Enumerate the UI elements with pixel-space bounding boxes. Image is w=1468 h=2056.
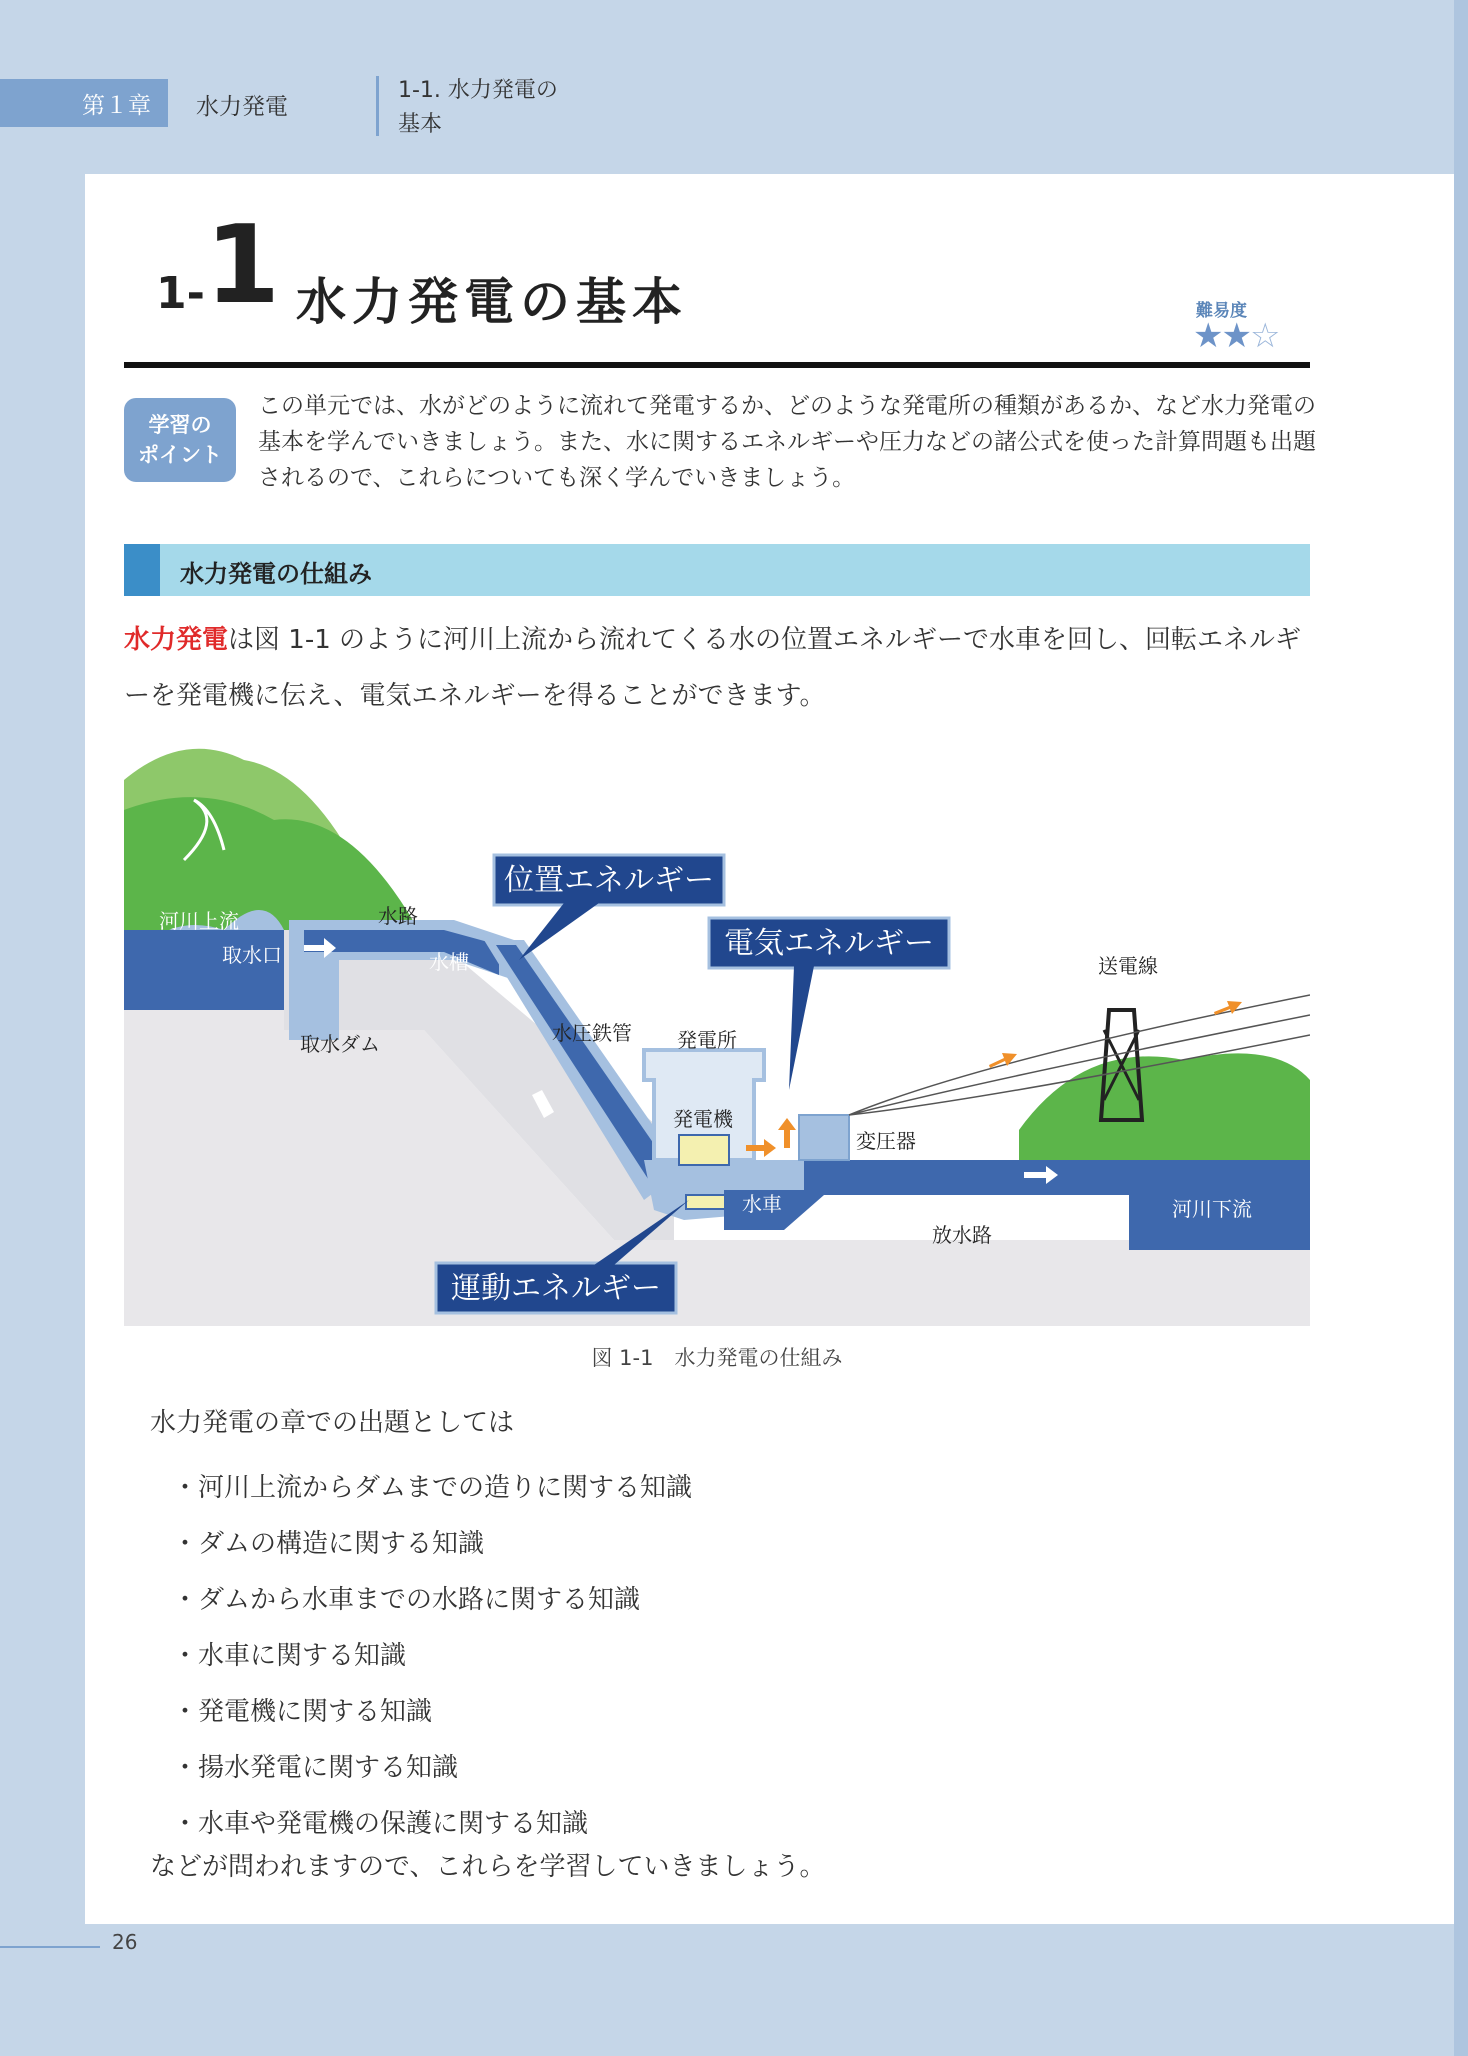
label-tailrace: 放水路 — [932, 1223, 992, 1247]
section-breadcrumb-line1: 1-1. 水力発電の — [398, 78, 558, 103]
difficulty-stars — [1193, 316, 1278, 356]
star-filled-icon: ★ — [1221, 316, 1250, 356]
turbine — [686, 1195, 726, 1209]
label-transmission: 送電線 — [1098, 954, 1158, 978]
list-item: ・発電機に関する知識 — [172, 1697, 433, 1727]
learning-point-text: この単元では、水がどのように流れて発電するか、どのような発電所の種類があるか、など水力発電の基本を学んでいきましょう。また、水に関するエネルギーや圧力などの諸公式を使った計算問題も出題されるので、これらについても深く学んでいきましょう。 — [258, 393, 1316, 491]
intro-paragraph — [124, 612, 1310, 724]
section-heading-text: 水力発電の仕組み — [180, 560, 372, 588]
list-outro: などが問われますので、これらを学習していきましょう。 — [150, 1852, 826, 1882]
topic-list — [172, 1460, 692, 1852]
label-generator: 発電機 — [673, 1107, 733, 1131]
callout-kinetic-energy-text: 運動エネルギー — [451, 1271, 661, 1306]
page-number: 26 — [112, 1930, 138, 1954]
title-rule — [124, 362, 1310, 368]
list-item: ・河川上流からダムまでの造りに関する知識 — [172, 1473, 693, 1503]
transformer — [799, 1115, 849, 1160]
page-title: 水力発電の基本 — [296, 273, 688, 331]
badge-line1: 学習の — [148, 413, 212, 437]
callout-electric-energy-text: 電気エネルギー — [724, 926, 934, 961]
label-intake-dam: 取水ダム — [300, 1032, 380, 1056]
figure-caption: 図 1-1 水力発電の仕組み — [591, 1346, 843, 1370]
label-upstream: 河川上流 — [159, 909, 239, 933]
label-power-station: 発電所 — [677, 1028, 737, 1052]
list-item: ・ダムの構造に関する知識 — [172, 1529, 485, 1559]
list-intro: 水力発電の章での出題としては — [150, 1408, 515, 1438]
star-empty-icon: ☆ — [1249, 316, 1279, 356]
intro-text: は図 1-1 のように河川上流から流れてくる水の位置エネルギーで水車を回し、回転エネルギーを発電機に伝え、電気エネルギーを得ることができます。 — [124, 625, 1302, 711]
header-divider — [376, 76, 379, 136]
label-downstream: 河川下流 — [1172, 1197, 1252, 1221]
label-intake: 取水口 — [222, 943, 282, 967]
badge-line2: ポイント — [138, 443, 222, 467]
label-tank: 水槽 — [429, 950, 469, 974]
title-prefix: 1- — [156, 268, 205, 319]
label-penstock: 水圧鉄管 — [552, 1021, 632, 1045]
intro-keyword: 水力発電 — [124, 625, 229, 655]
list-item: ・水車や発電機の保護に関する知識 — [172, 1809, 589, 1839]
upstream-water — [124, 930, 284, 1010]
label-turbine: 水車 — [742, 1192, 782, 1216]
difficulty-label: 難易度 — [1196, 301, 1247, 321]
list-item: ・揚水発電に関する知識 — [172, 1753, 459, 1783]
page-edge-strip — [1454, 0, 1468, 2056]
chapter-tab: 第１章 — [0, 79, 168, 127]
list-item: ・水車に関する知識 — [172, 1641, 407, 1671]
section-breadcrumb-line2: 基本 — [398, 112, 443, 137]
learning-point-badge — [124, 398, 236, 482]
title-number: 1 — [205, 203, 281, 328]
section-heading — [124, 544, 1310, 596]
footer-line — [0, 1946, 100, 1948]
generator — [679, 1135, 729, 1165]
label-waterway: 水路 — [378, 904, 418, 928]
label-transformer: 変圧器 — [856, 1129, 916, 1153]
hydropower-diagram — [124, 740, 1310, 1326]
callout-position-energy-text: 位置エネルギー — [504, 863, 714, 898]
star-filled-icon: ★ — [1193, 316, 1222, 356]
chapter-title: 水力発電 — [196, 94, 288, 120]
section-breadcrumb — [398, 74, 598, 142]
list-item: ・ダムから水車までの水路に関する知識 — [172, 1585, 641, 1615]
